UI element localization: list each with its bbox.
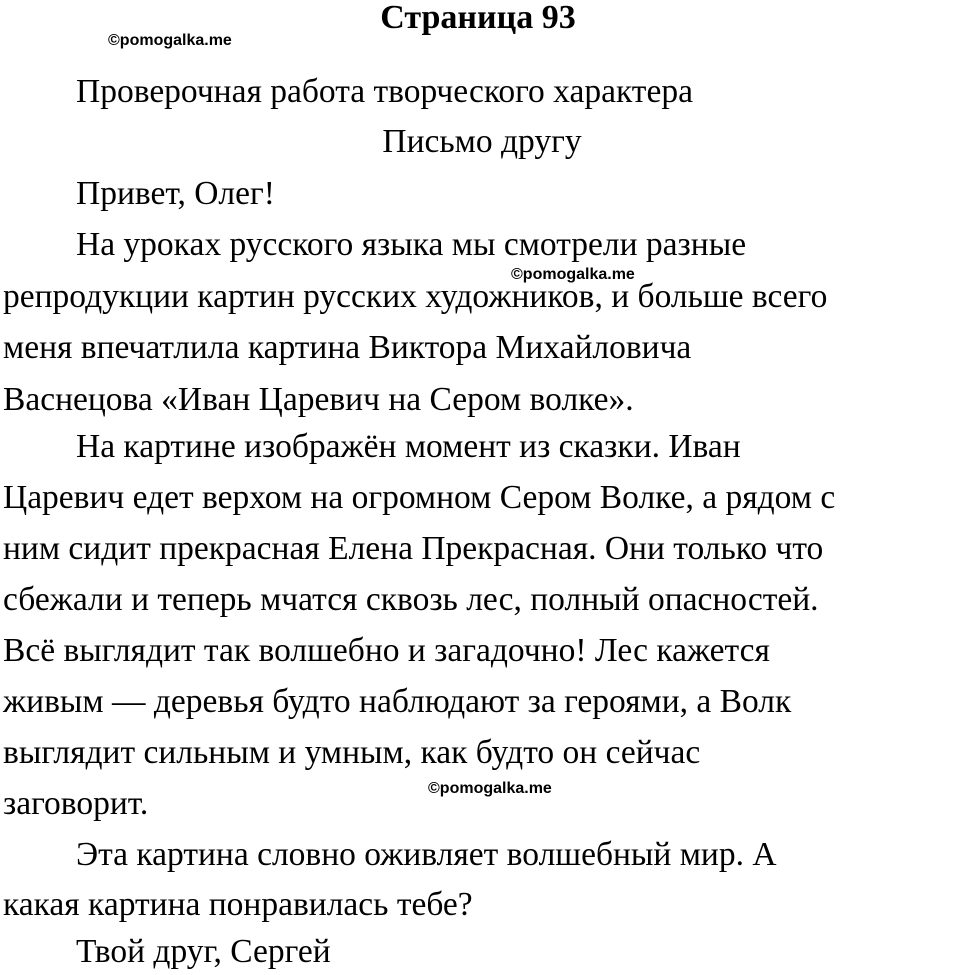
paragraph-line: На уроках русского языка мы смотрели разные — [76, 226, 747, 263]
letter-title: Письмо другу — [382, 123, 582, 160]
paragraph-line: Эта картина словно оживляет волшебный мир. А — [76, 836, 777, 873]
paragraph-line: меня впечатлила картина Виктора Михайловича — [3, 329, 692, 366]
paragraph-line: репродукции картин русских художников, и больше всего — [3, 278, 828, 315]
paragraph-line: ним сидит прекрасная Елена Прекрасная. Они только что — [3, 530, 824, 567]
watermark: ©pomogalka.me — [511, 266, 635, 283]
paragraph-line: заговорит. — [3, 785, 149, 822]
letter-greeting: Привет, Олег! — [76, 175, 275, 212]
page-title: Страница 93 — [380, 0, 576, 36]
paragraph-line: сбежали и теперь мчатся сквозь лес, полный опасностей. — [3, 581, 819, 618]
assignment-heading: Проверочная работа творческого характера — [76, 73, 693, 110]
paragraph-line: живым — деревья будто наблюдают за героями, а Волк — [3, 683, 792, 720]
paragraph-line: выглядит сильным и умным, как будто он сейчас — [3, 734, 701, 771]
paragraph-line: Царевич едет верхом на огромном Сером Волке, а рядом с — [3, 479, 836, 516]
letter-signature: Твой друг, Сергей — [76, 933, 331, 970]
paragraph-line: какая картина понравилась тебе? — [3, 886, 473, 923]
watermark: ©pomogalka.me — [108, 32, 232, 49]
paragraph-line: Васнецова «Иван Царевич на Сером волке». — [3, 381, 634, 418]
watermark: ©pomogalka.me — [428, 780, 552, 797]
paragraph-line: Всё выглядит так волшебно и загадочно! Лес кажется — [3, 632, 770, 669]
paragraph-line: На картине изображён момент из сказки. Иван — [76, 428, 741, 465]
